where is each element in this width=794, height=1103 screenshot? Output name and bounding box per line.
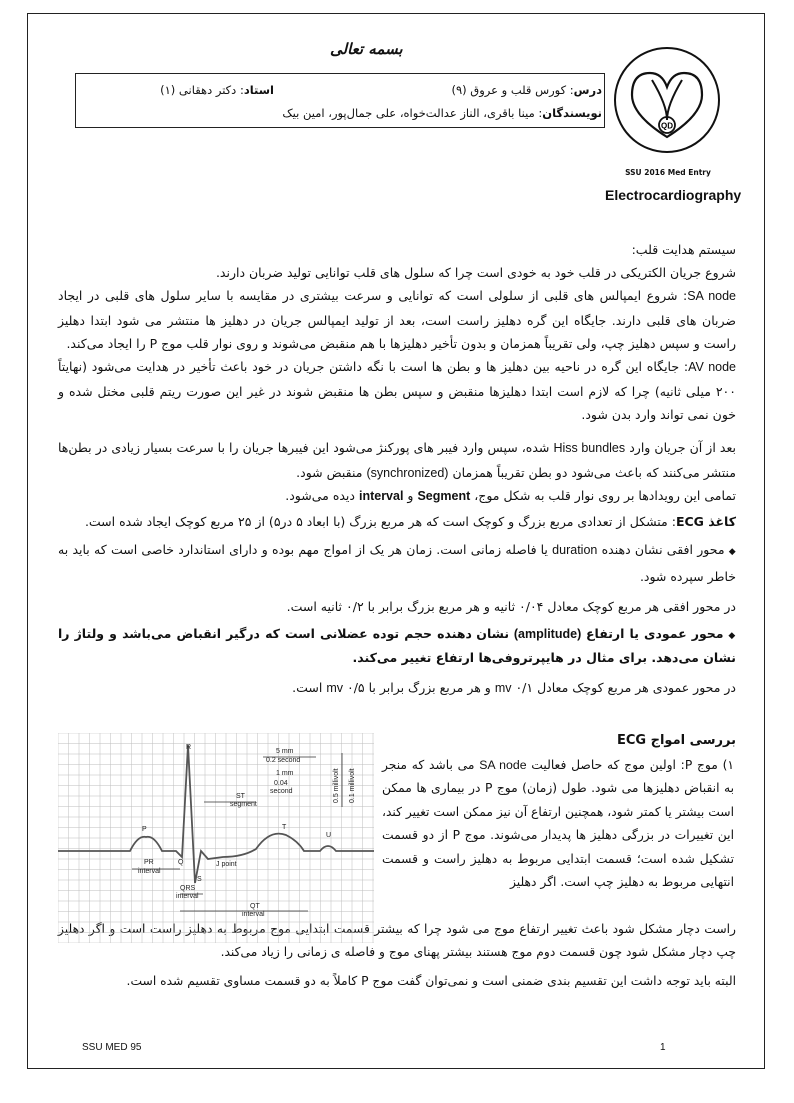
label-s: S <box>197 876 202 883</box>
ecg-paper-text: : متشکل از تعدادی مربع بزرگ و کوچک است که هر مربع بزرگ (با ابعاد ۵ در۵) از ۲۵ مربع کوچک ایجاد شده است. <box>84 514 676 529</box>
bullet-icon: ◆ <box>728 631 737 641</box>
label-r: R <box>186 744 192 751</box>
av-node-text: : جایگاه این گره در ناحیه بین دهلیز ها و بطن ها است با نگه داشتن جریان در خود باعث تأخیر در هدایت می‌شود (نهایتاً ۲۰۰ میلی ثانیه) چرا که لازم است ابتدا دهلیزها منقبض و سپس بطن ها منقبض شوند در غیر این صورت ریتم قلبی مختل شده و خون نمی تواند وارد بدن شود. <box>58 359 736 422</box>
authors-info-line: نویسندگان: مینا باقری، الناز عدالت‌خواه، علی جمال‌پور، امین بیک <box>282 106 602 120</box>
label-qrs: QRS <box>180 885 196 892</box>
paragraph-av-node <box>58 355 736 427</box>
teacher-info-line: استاد: دکتر دهقانی (۱) <box>160 83 274 97</box>
page-number: 1 <box>660 1042 666 1053</box>
term-hiss-bundles: Hiss bundles <box>553 441 626 455</box>
ecg-paper-label: کاغذ ECG <box>675 514 736 529</box>
sa-node-text: : شروع ایمپالس های قلبی از سلولی است که توانایی و سرعت بیشتری در مقایسه با سایر سلول های قلبی در ایجاد ضربان های قلبی دارند. جایگاه این گره دهلیز راست است، بعد از تولید ایمپالس جریان در دهلیز ها منتشر می شود ابتدا دهلیز راست و سپس دهلیز چپ، ولی تقریباً همزمان و بدون تأخیر دهلیزها با هم منقبض می‌شوند و روی نوار قلب موج P را ایجاد می‌کند. <box>58 288 736 351</box>
term-synchronized: (synchronized) <box>366 465 449 480</box>
label-p: P <box>142 826 147 833</box>
label-pr-interval: interval <box>138 868 161 875</box>
label-u: U <box>326 832 332 839</box>
paragraph-vertical-axis <box>58 623 736 669</box>
label-qt-interval: interval <box>242 911 265 918</box>
basmala: بسمه تعالی <box>330 40 403 58</box>
label-0-04: 0.04 <box>274 780 288 787</box>
hiss-text-c: منقبض شود. <box>296 464 363 480</box>
label-0-1-millivolt: 0.1 millivolt <box>349 768 356 803</box>
horizontal-axis-text-b: یا فاصله زمانی است. زمان هر یک از امواج مهم بوده و دارای استاندارد خاصی است که باید به خاطر سپرده شود. <box>58 542 736 584</box>
label-j-point: J point <box>216 861 237 868</box>
hiss-text-b: شده، سپس وارد فیبر های پورکنژ می‌شود این فیبرها جریان را با سرعت بسیار زیادی در بطن‌ها منتشر می‌کنند که باعث می‌شود دو بطن تقریباً همزمان <box>58 440 736 480</box>
authors-value: مینا باقری، الناز عدالت‌خواه، علی جمال‌پور، امین بیک <box>282 106 535 120</box>
hiss-text-a: بعد از آن جریان وارد <box>629 440 736 455</box>
ecg-p-wave-note: البته باید توجه داشت این تقسیم بندی ضمنی است و نمی‌توان گفت موج P کاملاً به دو قسمت مساوی تقسیم شده است. <box>126 974 736 988</box>
label-q: Q <box>178 859 184 866</box>
heart-stethoscope-logo-icon <box>612 45 722 155</box>
label-0-2-second: 0.2 second <box>266 757 301 764</box>
label-st-segment: segment <box>230 801 257 808</box>
paragraph-ecg-paper <box>58 510 736 534</box>
bullet-icon: ◆ <box>728 547 736 557</box>
segment-text-a: تمامی این رویدادها بر روی نوار قلب به شکل موج، <box>474 488 736 503</box>
horizontal-axis-text-a: محور افقی نشان دهنده <box>601 542 725 557</box>
label-st: ST <box>236 793 245 800</box>
ecg-waveform-diagram <box>58 733 374 943</box>
label-5mm: 5 mm <box>276 748 294 755</box>
term-av-node: AV node <box>688 360 737 374</box>
label-second: second <box>270 788 293 795</box>
teacher-value: دکتر دهقانی (۱) <box>160 83 237 97</box>
paragraph-vertical-values <box>58 676 736 701</box>
term-sa-node-2: SA node <box>479 758 527 772</box>
term-segment: Segment <box>417 489 471 503</box>
logo-letters: QD <box>661 121 673 131</box>
vertical-values-text-b: و هر مربع بزرگ برابر با ۰/۵ <box>346 680 491 695</box>
label-1mm: 1 mm <box>276 770 294 777</box>
ecg-section-title: بررسی امواج ECG <box>616 733 736 748</box>
term-sa-node: SA node <box>687 289 736 303</box>
label-0-5-millivolt: 0.5 millivolt <box>333 768 340 803</box>
label-qrs-interval: interval <box>176 893 199 900</box>
vertical-values-text-a: در محور عمودی هر مربع کوچک معادل ۰/۱ <box>515 680 736 695</box>
paragraph-hiss-bundles <box>58 436 736 485</box>
term-amplitude: (amplitude) <box>513 627 582 641</box>
paragraph-horizontal-values: در محور افقی هر مربع کوچک معادل ۰/۰۴ ثانیه و هر مربع بزرگ برابر با ۰/۲ ثانیه است. <box>286 599 736 614</box>
teacher-label: استاد <box>243 83 274 97</box>
course-label: درس <box>573 83 602 97</box>
segment-text-b: و <box>407 488 414 503</box>
unit-mv-2: mv <box>326 681 343 695</box>
paragraph-electric-start: شروع جریان الکتریکی در قلب خود به خودی است چرا که سلول های قلب توانایی تولید ضربان دارند. <box>215 265 736 280</box>
authors-label: نویسندگان <box>542 106 602 120</box>
paragraph-horizontal-axis <box>58 538 736 588</box>
logo-caption: SSU 2016 Med Entry <box>625 168 711 177</box>
course-info-line: درس: کورس قلب و عروق (۹) <box>451 83 602 97</box>
ecg-p-wave-continued: راست دچار مشکل شود باعث تغییر ارتفاع موج می شود چرا که بیشتر قسمت ابتدایی موج مربوط به دهلیز راست است و اگر دهلیز چپ دچار مشکل شود چون قسمت دوم موج هستند بیشتر پهنای موج و فاصله ی زمانی را زیاد می‌کند. <box>58 922 736 960</box>
label-pr: PR <box>144 859 154 866</box>
label-t: T <box>282 824 287 831</box>
term-duration: duration <box>552 543 598 557</box>
course-value: کورس قلب و عروق (۹) <box>451 83 567 97</box>
page-title: Electrocardiography <box>605 187 742 203</box>
footer-left-label: SSU MED 95 <box>82 1042 142 1053</box>
vertical-axis-text-a: محور عمودی یا ارتفاع <box>585 626 724 641</box>
unit-mv-1: mv <box>494 681 512 695</box>
segment-text-c: دیده می‌شود. <box>285 488 355 503</box>
ecg-p-wave-text <box>382 754 734 894</box>
vertical-values-text-c: است. <box>292 680 323 695</box>
paragraph-conduction-heading: سیستم هدایت قلب: <box>631 242 736 257</box>
vertical-axis-text-b: نشان دهنده حجم توده عضلانی است که درگیر انقباض می‌باشد و ولتاژ را نشان می‌دهد. برای مثال در هایپرتروفی‌ها ارتفاع تغییر می‌کند. <box>58 626 736 665</box>
p-wave-text-b: می باشد که منجر به انقباض دهلیزها می شود. طول (زمان) موج P در بیماری ها ممکن است بیشتر یا کمتر شود، همچنین ارتفاع آن نیز ممکن است تغییر کند، این تغییرات در بزرگی دهلیز ها پدیدار می‌شوند. موج P از دو قسمت تشکیل شده است؛ قسمت ابتدایی مربوط به دهلیز راست و قسمت انتهایی مربوط به دهلیز چپ است. اگر دهلیز <box>382 758 735 890</box>
paragraph-segment-interval <box>58 484 736 509</box>
paragraph-sa-node <box>58 284 736 356</box>
term-interval: interval <box>358 489 404 503</box>
p-wave-text-a: ۱) موج P: اولین موج که حاصل فعالیت <box>531 758 734 772</box>
label-qt: QT <box>250 903 260 910</box>
